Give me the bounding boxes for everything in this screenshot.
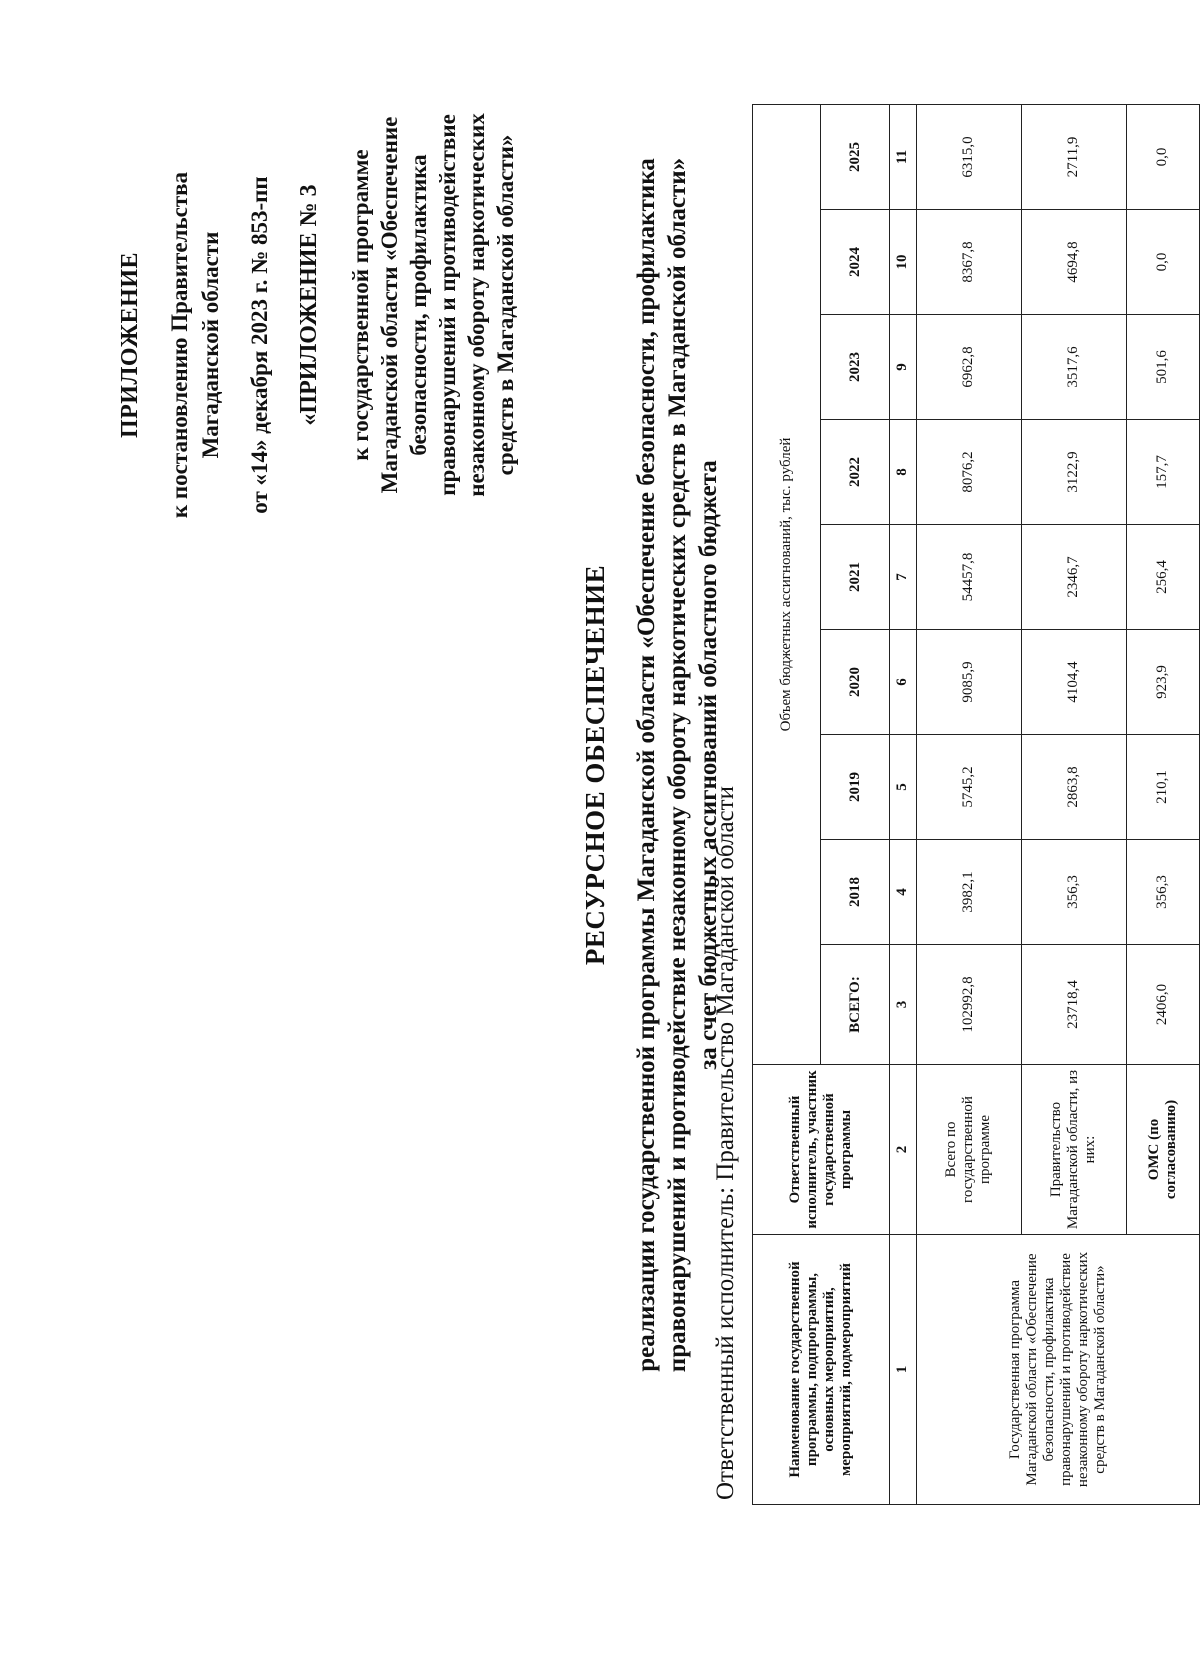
appendix3-title: «ПРИЛОЖЕНИЕ № 3 — [296, 184, 322, 426]
header-col-2023: 2023 — [821, 315, 889, 420]
value-cell: 5745,2 — [916, 735, 1021, 840]
value-cell: 923,9 — [1126, 630, 1199, 735]
document-title-line-3: за счет бюджетных ассигнований областного бюджета — [695, 460, 722, 1070]
program-name-cell: Государственная программа Магаданской области «Обеспечение безопасности, профилактика правонарушений и противодействие незаконному обороту наркотических средств в Магаданской области» — [916, 1235, 1199, 1505]
value-cell: 102992,8 — [916, 945, 1021, 1065]
document-title-line-2: правонарушений и противодействие незаконному обороту наркотических средств в Магаданской области» — [664, 157, 691, 1373]
appendix3-line-5: незаконному обороту наркотических — [464, 113, 489, 497]
header-col-2021: 2021 — [821, 525, 889, 630]
appendix-line-3: от «14» декабря 2023 г. № 853-пп — [247, 176, 272, 514]
col-number: 4 — [889, 840, 916, 945]
appendix-title: ПРИЛОЖЕНИЕ — [117, 251, 143, 439]
resource-table — [752, 104, 1200, 1505]
responsible-executor: Ответственный исполнитель: Правительство Магаданской области — [712, 786, 739, 1500]
appendix-header — [115, 105, 275, 585]
header-program-name: Наименование государственной программы, подпрограммы, основных мероприятий, мероприятий, подмероприятий — [753, 1235, 890, 1505]
col-number: 5 — [889, 735, 916, 840]
appendix3-line-2: Магаданской области «Обеспечение — [377, 116, 402, 494]
appendix3-header — [295, 70, 520, 540]
appendix3-line-4: правонарушений и противодействие — [435, 114, 460, 496]
column-numbers-row — [889, 104, 916, 1504]
value-cell: 54457,8 — [916, 525, 1021, 630]
value-cell: 8367,8 — [916, 210, 1021, 315]
appendix3-line-3: безопасности, профилактика — [406, 154, 431, 456]
value-cell: 210,1 — [1126, 735, 1199, 840]
value-cell: 4694,8 — [1021, 210, 1126, 315]
executor-cell: Всего по государственной программе — [916, 1065, 1021, 1235]
appendix-line-1: к постановлению Правительства — [167, 171, 192, 519]
document-title — [580, 15, 724, 1515]
appendix3-line-6: средств в Магаданской области» — [493, 134, 518, 476]
document-title-line-1: реализации государственной программы Магаданской области «Обеспечение безопасности, профилактика — [633, 158, 660, 1372]
executor-cell: ОМС (по согласованию) — [1126, 1065, 1199, 1235]
value-cell: 2346,7 — [1021, 525, 1126, 630]
header-col-total: ВСЕГО: — [821, 945, 889, 1065]
value-cell: 256,4 — [1126, 525, 1199, 630]
value-cell: 0,0 — [1126, 210, 1199, 315]
value-cell: 157,7 — [1126, 420, 1199, 525]
value-cell: 3517,6 — [1021, 315, 1126, 420]
appendix-line-2: Магаданской области — [198, 231, 223, 459]
value-cell: 356,3 — [1021, 840, 1126, 945]
executor-cell: Правительство Магаданской области, из них: — [1021, 1065, 1126, 1235]
col-number: 10 — [889, 210, 916, 315]
value-cell: 2863,8 — [1021, 735, 1126, 840]
col-number: 11 — [889, 104, 916, 209]
header-col-2020: 2020 — [821, 630, 889, 735]
value-cell: 23718,4 — [1021, 945, 1126, 1065]
header-col-2025: 2025 — [821, 104, 889, 209]
col-number: 2 — [889, 1065, 916, 1235]
header-col-2018: 2018 — [821, 840, 889, 945]
value-cell: 6315,0 — [916, 104, 1021, 209]
value-cell: 501,6 — [1126, 315, 1199, 420]
table-header-row-1 — [753, 104, 821, 1504]
col-number: 3 — [889, 945, 916, 1065]
header-col-2022: 2022 — [821, 420, 889, 525]
col-number: 6 — [889, 630, 916, 735]
col-number: 8 — [889, 420, 916, 525]
header-volume: Объем бюджетных ассигнований, тыс. рублей — [753, 104, 821, 1064]
value-cell: 8076,2 — [916, 420, 1021, 525]
header-executor: Ответственный исполнитель, участник государственной программы — [753, 1065, 890, 1235]
value-cell: 0,0 — [1126, 104, 1199, 209]
table-row — [916, 104, 1021, 1504]
value-cell: 4104,4 — [1021, 630, 1126, 735]
col-number: 1 — [889, 1235, 916, 1505]
value-cell: 9085,9 — [916, 630, 1021, 735]
value-cell: 3982,1 — [916, 840, 1021, 945]
appendix3-line-1: к государственной программе — [348, 149, 373, 461]
header-col-2019: 2019 — [821, 735, 889, 840]
col-number: 9 — [889, 315, 916, 420]
value-cell: 6962,8 — [916, 315, 1021, 420]
value-cell: 2406,0 — [1126, 945, 1199, 1065]
header-col-2024: 2024 — [821, 210, 889, 315]
value-cell: 3122,9 — [1021, 420, 1126, 525]
value-cell: 2711,9 — [1021, 104, 1126, 209]
col-number: 7 — [889, 525, 916, 630]
value-cell: 356,3 — [1126, 840, 1199, 945]
document-heading: РЕСУРСНОЕ ОБЕСПЕЧЕНИЕ — [580, 564, 610, 966]
